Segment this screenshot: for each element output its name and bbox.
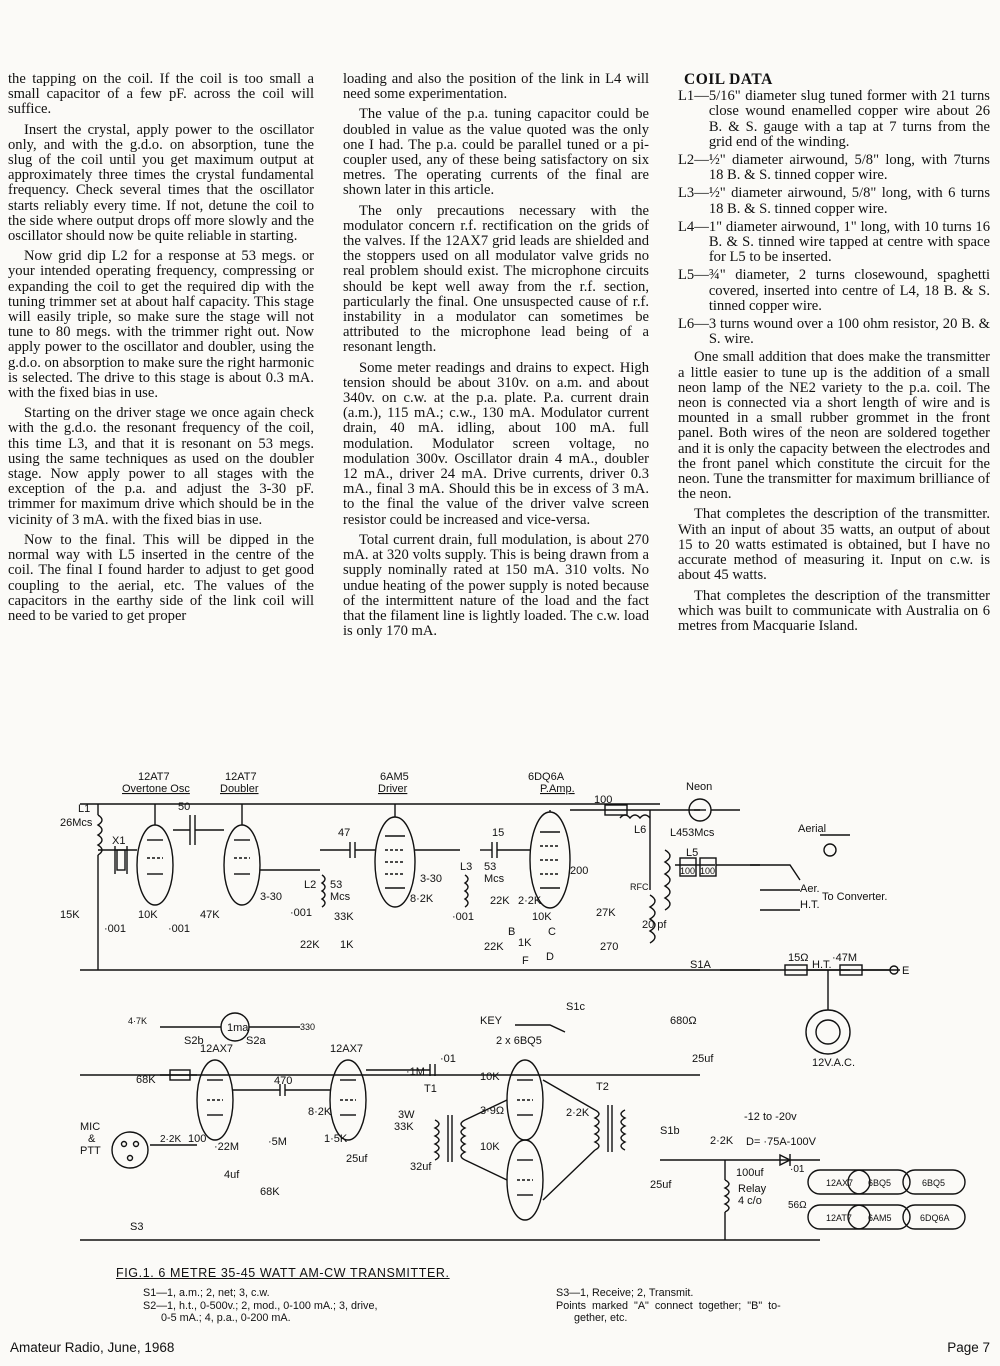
paragraph: loading and also the position of the link in L4 will need some experimentation. — [343, 71, 649, 103]
label-s3: S3 — [130, 1221, 144, 1233]
paragraph: Insert the crystal, apply power to the oscillator only, and with the g.d.o. on absorption, tune the slug of the coil until you get maximum output at approximately three times the crystal fundamental frequency. Check several times that the oscillator starts reliably every time. If not, detune the coil to the side where output drops off more slowly and the oscillator should now be quite reliable in starting. — [8, 121, 314, 245]
note-line: S3—1, Receive; 2, Transmit. — [556, 1287, 694, 1299]
label-heater-6bq5a: 6BQ5 — [868, 1178, 892, 1188]
label-heater-supply: 12V.A.C. — [812, 1057, 856, 1069]
note-line: S2—1, h.t., 0-500v.; 2, mod., 0-100 mA.; 3, drive, — [143, 1299, 378, 1312]
paragraph: Total current drain, full modulation, is about 270 mA. at 320 volts supply. This is being drawn from a supply nominally rated at 150 mA. 310 volts. No undue heating of the power supply is noted because of the intermittent nature of the load and the fact that the filament line is lightly loaded. The c.w. load is only 170 mA. — [343, 531, 649, 640]
label-r680: 680Ω — [670, 1015, 697, 1027]
label-ptt: PTT — [80, 1145, 101, 1157]
label-r22k-b: 22K — [490, 895, 510, 907]
label-aer: Aer. — [800, 883, 820, 895]
label-relay-co: 4 c/o — [738, 1195, 762, 1207]
label-mic: MIC — [80, 1121, 101, 1133]
label-pt-c: C — [548, 926, 556, 938]
label-c25uf: 25uf — [692, 1053, 714, 1065]
label-dbl-role: Doubler — [220, 783, 259, 795]
label-l4: L4 — [670, 827, 683, 839]
coil-item-l6: L6— 3 turns wound over a 100 ohm resistor, 20 B. & S. wire. — [678, 316, 990, 348]
label-osc-role: Overtone Osc — [122, 783, 190, 795]
coil-item-l3: L3— ½" diameter airwound, 5/8" long, with 6 turns 18 B. & S. tinned copper wire. — [678, 185, 990, 217]
paragraph: The only precautions necessary with the modulator concern r.f. rectification on the grids of the valves. If the 12AX7 grid leads are shielded and the stoppers used on all modulator valve grids no real problem should exist. The microphone circuits should be kept well away from the r.f. section, particularly the final. One unsuspected cause of r.f. instability in a modulator can sometimes be attributed to the microphone lead being of a resonant length. — [343, 202, 649, 356]
label-t2: T2 — [596, 1081, 609, 1093]
label-r10k-b: 10K — [532, 911, 552, 923]
paragraph: Now grid dip L2 for a response at 53 megs. or your intended operating frequency, compressing or expanding the coil to get the required dip with the tuning trimmer set at about half capacity. This stage will easily triple, so make sure the stage will not tune to 80 megs. with the trimmer right out. Now apply power to the oscillator and doubler, using the g.d.o. on absorption to make sure the right harmonic is selected. The drive to this stage is about 0.3 mA. with the fixed bias in use. — [8, 248, 314, 402]
label-l3: L3 — [460, 861, 473, 873]
note-line: S1—1, a.m.; 2, net; 3, c.w. — [143, 1287, 270, 1299]
label-c15: 15 — [492, 827, 505, 839]
label-c270: 270 — [600, 941, 619, 953]
label-c100: 100 — [188, 1133, 207, 1145]
label-pt-b: B — [508, 926, 516, 938]
footer-publication: Amateur Radio, June, 1968 — [10, 1340, 175, 1355]
label-key: KEY — [480, 1015, 503, 1027]
label-l6: L6 — [634, 824, 647, 836]
label-l2-mcs: Mcs — [330, 891, 351, 903]
label-r2k2-b: 2·2K — [566, 1107, 590, 1119]
label-aerial: Aerial — [798, 823, 827, 835]
tube-driver — [375, 817, 415, 907]
paragraph: That completes the description of the transmitter which was built to communicate with Australia on 6 metres from Macquarie Island. — [678, 587, 990, 634]
label-r8k2-b: 8·2K — [308, 1106, 332, 1118]
label-s1a: S1A — [690, 959, 711, 971]
label-s2a: S2a — [246, 1035, 266, 1047]
label-r1k-a: 1K — [340, 939, 354, 951]
label-r10k: 10K — [138, 909, 158, 921]
label-c47: 47 — [338, 827, 351, 839]
footer-page-number: Page 7 — [947, 1340, 990, 1355]
figure-caption: FIG.1. 6 METRE 35-45 WATT AM-CW TRANSMITTER. — [116, 1266, 450, 1280]
paragraph: the tapping on the coil. If the coil is too small a small capacitor of a few pF. across the coil will suffice. — [8, 71, 314, 118]
schematic-labels — [60, 771, 950, 1233]
label-c470: 470 — [274, 1075, 293, 1087]
label-c100b: 100 — [700, 866, 716, 876]
label-c20pf: 20 pf — [642, 919, 667, 931]
tube-power-amp — [530, 812, 570, 908]
label-r1k5: 1·5K — [324, 1133, 348, 1145]
paragraph: The value of the p.a. tuning capacitor could be doubled in value as the value quoted was the only one I had. The p.a. could be parallel tuned or a pi-coupler used, any of these being satisfactory on six metres. The operating currents of the final are shown later in this article. — [343, 106, 649, 199]
label-r68k-b: 68K — [260, 1186, 280, 1198]
label-r47m: ·47M — [832, 952, 858, 964]
label-c001c: ·001 — [290, 907, 313, 919]
tube-modulator-1 — [197, 1060, 233, 1140]
label-r47k: 47K — [200, 909, 220, 921]
label-pa-role: P.Amp. — [540, 783, 575, 795]
label-output-tubes: 2 x 6BQ5 — [496, 1035, 542, 1047]
label-ht: H.T. — [800, 899, 820, 911]
label-c50: 50 — [178, 801, 191, 813]
label-r27k: 27K — [596, 907, 616, 919]
label-r3r9: 3·9Ω — [480, 1105, 505, 1117]
label-heater-6bq5b: 6BQ5 — [922, 1178, 946, 1188]
label-l2-freq: 53 — [330, 879, 343, 891]
label-pt-f: F — [522, 955, 529, 967]
label-c001d: ·001 — [452, 911, 475, 923]
paragraph: Now to the final. This will be dipped in the normal way with L5 inserted in the centre of the coil. The final I found harder to adjust to get good coupling to the aerial, etc. The values of the capacitors in the earthy side of the link coil will need to be varied to get proper — [8, 531, 314, 624]
tube-modulator-2 — [330, 1060, 366, 1140]
paragraph: Starting on the driver stage we once again check with the g.d.o. the resonant frequency of the coil, this time L3, and that it is resonant on 53 megs. using the same techniques as used on the doubler stage. Now apply power to all stages with the exception of the p.a. and adjust the 3-30 pF. trimmer for maximum drive which should be in the vicinity of 3 mA. with the fixed bias in use. — [8, 405, 314, 528]
label-s2b: S2b — [184, 1035, 204, 1047]
label-r22k-a: 22K — [300, 939, 320, 951]
note-line: Points marked "A" connect together; "B" to- — [556, 1299, 781, 1312]
label-r33k-b: 33K — [394, 1121, 414, 1133]
label-c100uf: 100uf — [736, 1167, 764, 1179]
label-c200: 200 — [570, 865, 589, 877]
label-r33k: 33K — [334, 911, 354, 923]
switch-notes-right — [556, 1287, 781, 1325]
label-heater-6dq6a: 6DQ6A — [920, 1213, 950, 1223]
label-r68k: 68K — [136, 1074, 156, 1086]
label-pa-type: 6DQ6A — [528, 771, 565, 783]
label-r8k2: 8·2K — [410, 893, 434, 905]
label-r1m: ·1M — [406, 1066, 425, 1078]
coil-item-l1: L1— 5/16" diameter slug tuned former with 21 turns close wound enamelled copper wire about 26 B. & S. gauge with a tap at 7 turns from the grid end of the winding. — [678, 88, 990, 150]
label-l4-freq: 53Mcs — [682, 827, 715, 839]
tube-output-lower — [507, 1140, 543, 1220]
paragraph: Some meter readings and drains to expect. High tension should be about 310v. on a.m. and about 340v. on c.w. at the p.a. plate. P.a. current drain (a.m.), 115 mA.; c.w., 130 mA. Modulator current drain, 40 mA. idling, about 100 mA. full modulation. Modulator screen voltage, no modulation 300v. Oscillator drain 4 mA., doubler 12 mA., driver 24 mA. Drive currents, driver 0.3 mA., final 3 mA. Should this be in excess of 3 mA. to the final the value of the driver valve screen resistor could be increased and vice-versa. — [343, 359, 649, 528]
coil-data-heading: COIL DATA — [684, 71, 773, 88]
label-pt-e: E — [902, 965, 910, 977]
label-osc-type: 12AT7 — [138, 771, 170, 783]
label-c01b: ·01 — [790, 1164, 805, 1175]
label-diode: D= ·75A-100V — [746, 1136, 817, 1148]
note-line: 0-5 mA.; 4, p.a., 0-200 mA. — [143, 1312, 291, 1324]
tube-overtone-osc — [137, 825, 173, 905]
paragraph: One small addition that does make the transmitter a little easier to tune up is the addition of a small neon lamp of the NE2 variety to the p.a. coil. The neon is connected via a short length of wire and is mounted in a small rubber grommet in the front panel. Both wires of the neon are soldered together and it is only the capacity between the electrodes and the front panel which constitute the circuit for the neon. Tune the transmitter for maximum brilliance of the neon. — [678, 349, 990, 503]
text-column-3 — [678, 72, 990, 639]
label-heater-12at7: 12AT7 — [826, 1213, 852, 1223]
label-r15k: 15K — [60, 909, 80, 921]
label-r1k-b: 1K — [518, 937, 532, 949]
label-heater-6am5: 6AM5 — [868, 1213, 892, 1223]
label-l1: L1 — [78, 803, 91, 815]
label-to-converter: To Converter. — [822, 891, 888, 903]
text-column-2 — [343, 72, 649, 644]
label-trim1: 3-30 — [260, 891, 283, 903]
label-mic-and: & — [88, 1133, 96, 1145]
label-mod1: 12AX7 — [200, 1043, 234, 1055]
label-l1-freq: 26Mcs — [60, 817, 93, 829]
label-r2k2-c: 2·2K — [710, 1135, 734, 1147]
label-drv-role: Driver — [378, 783, 408, 795]
label-neon: Neon — [686, 781, 713, 793]
label-r5m: ·5M — [268, 1136, 287, 1148]
label-l3-mcs: Mcs — [484, 873, 505, 885]
label-drv-type: 6AM5 — [380, 771, 409, 783]
label-c01: ·01 — [440, 1053, 456, 1065]
label-supply: -12 to -20v — [744, 1111, 797, 1123]
label-r10k-d: 10K — [480, 1141, 500, 1153]
label-rfc: RFC — [630, 882, 649, 892]
coil-item-l5: L5— ¾" diameter, 2 turns closewound, spaghetti covered, inserted into centre of L4, 18 B. & S. tinned copper wire. — [678, 267, 990, 314]
label-meter: 1ma — [227, 1022, 249, 1034]
label-x1: X1 — [112, 835, 126, 847]
label-s1b: S1b — [660, 1125, 680, 1137]
label-r22k-c: 22K — [484, 941, 504, 953]
label-r47k-m: 4·7K — [128, 1016, 148, 1026]
label-l3-freq: 53 — [484, 861, 497, 873]
label-r100: 100 — [594, 794, 613, 806]
label-t1: T1 — [424, 1083, 437, 1095]
label-ht2: H.T. — [812, 959, 832, 971]
label-r15: 15Ω — [788, 952, 809, 964]
paragraph: That completes the description of the transmitter. With an input of about 35 watts, an output of about 15 to 20 watts estimated is obtained, but I have no accurate method of measuring it. Input on c.w. is about 45 watts. — [678, 506, 990, 584]
label-c32uf: 32uf — [410, 1161, 432, 1173]
coil-item-l2: L2— ½" diameter airwound, 5/8" long, with 7turns 18 B. & S. tinned copper wire. — [678, 152, 990, 184]
label-trim2: 3-30 — [420, 873, 443, 885]
label-r3w: 3W — [398, 1109, 415, 1121]
label-c001b: ·001 — [168, 923, 191, 935]
coil-item-l4: L4— 1" diameter airwound, 1" long, with 10 turns 16 B. & S. tinned wire tapped at centre with space for L5 to be inserted. — [678, 218, 990, 266]
label-s1c: S1c — [566, 1001, 585, 1013]
label-pt-d: D — [546, 951, 554, 963]
label-c25uf-c: 25uf — [346, 1153, 368, 1165]
transmitter-schematic — [60, 770, 980, 1270]
label-r10k-c: 10K — [480, 1071, 500, 1083]
label-c001a: ·001 — [104, 923, 127, 935]
label-l2: L2 — [304, 879, 317, 891]
tube-doubler — [224, 825, 260, 905]
label-mod2: 12AX7 — [330, 1043, 364, 1055]
label-c25uf-b: 25uf — [650, 1179, 672, 1191]
label-r2k2: 2·2K — [518, 895, 542, 907]
note-line: gether, etc. — [556, 1312, 628, 1324]
text-column-1 — [8, 72, 314, 629]
label-dbl-type: 12AT7 — [225, 771, 257, 783]
label-c100a: 100 — [680, 866, 696, 876]
switch-notes-left — [143, 1287, 377, 1325]
label-heater-12ax7: 12AX7 — [826, 1178, 854, 1188]
tube-output-upper — [507, 1060, 543, 1140]
label-l5: L5 — [686, 847, 699, 859]
label-relay: Relay — [738, 1183, 767, 1195]
label-r330: 330 — [300, 1022, 316, 1032]
label-r22k-mic: 2·2K — [160, 1134, 182, 1145]
label-r56: 56Ω — [788, 1200, 807, 1211]
label-c4uf: 4uf — [224, 1169, 240, 1181]
label-r22m: ·22M — [214, 1141, 240, 1153]
